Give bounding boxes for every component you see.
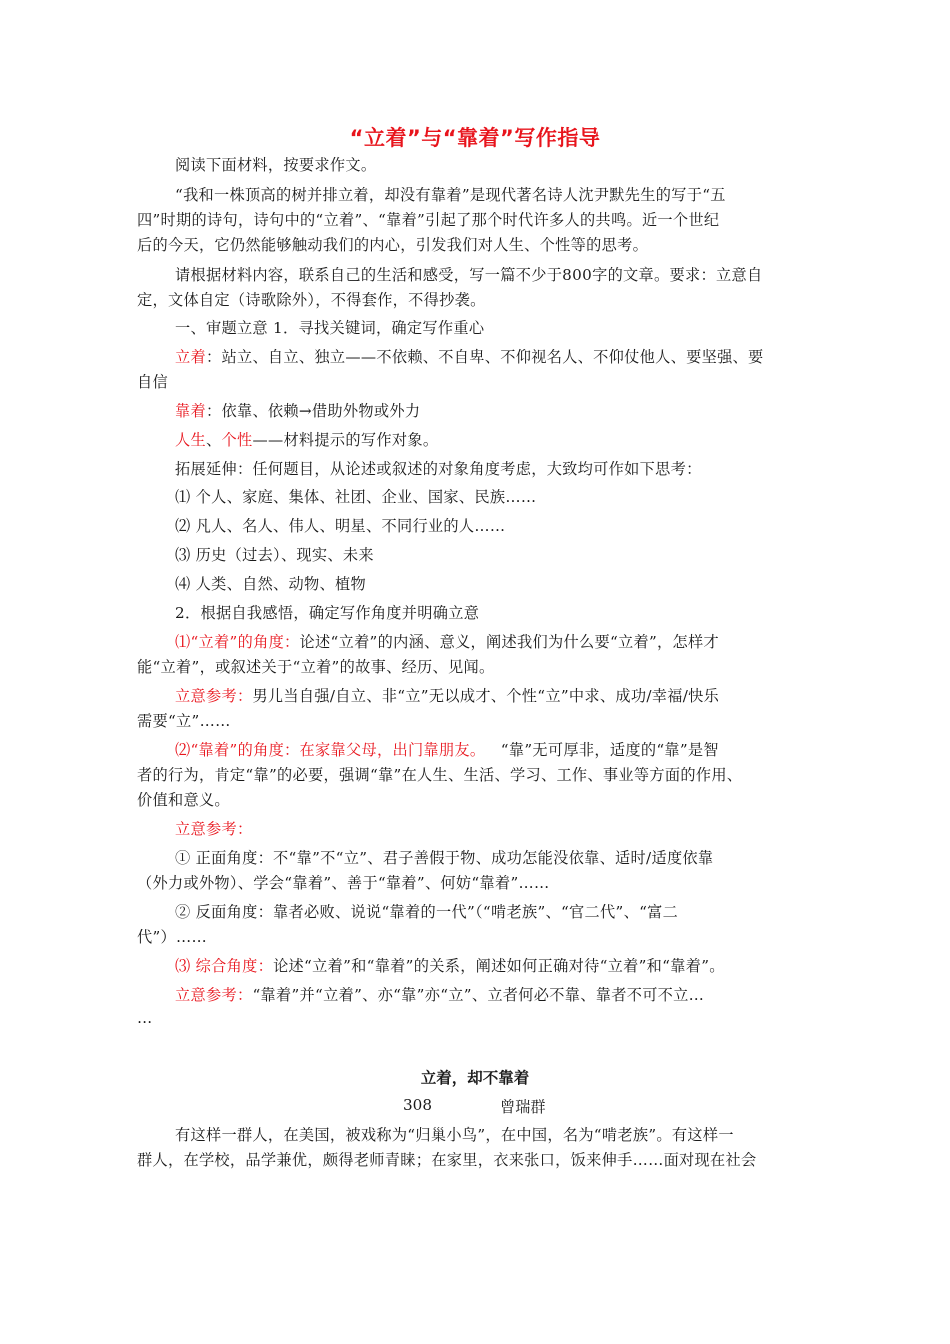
list-item: ⑷ 人类、自然、动物、植物 — [175, 575, 366, 593]
keyword-text: ——材料提示的写作对象。 — [252, 431, 439, 449]
material-line-2: 四”时期的诗句，诗句中的“立着”、“靠着”引起了那个时代许多人的共鸣。近一个世纪 — [137, 211, 720, 229]
negative-angle-cont: 代”）…… — [137, 928, 208, 946]
list-item: ⑶ 历史（过去）、现实、未来 — [175, 546, 374, 564]
reference-2-label: 立意参考： — [175, 820, 253, 838]
list-item: ⑵ 凡人、名人、伟人、明星、不同行业的人…… — [175, 517, 506, 535]
reference-text: 男儿当自强/自立、非“立”无以成才、个性“立”中求、成功/幸福/快乐 — [252, 687, 720, 705]
keyword-object-line — [175, 430, 438, 450]
keyword-label: 人生 — [175, 431, 206, 449]
essay-line-2: 群人，在学校，品学兼优，颇得老师青睐；在家里，衣来张口，饭来伸手……面对现在社会 — [137, 1151, 757, 1169]
requirement-line-2: 定，文体自定（诗歌除外），不得套作，不得抄袭。 — [137, 291, 486, 309]
angle-label: ⑴“立着”的角度： — [175, 633, 300, 651]
reference-label: 立意参考： — [175, 687, 253, 705]
reference-label: 立意参考： — [175, 986, 253, 1004]
combined-angle-line — [175, 956, 725, 976]
angle-kaozhe-cont-1: 者的行为，肯定“靠”的必要，强调“靠”在人生、生活、学习、工作、事业等方面的作用、 — [137, 766, 743, 784]
extension-line: 拓展延伸：任何题目，从论述或叙述的对象角度考虑，大致均可作如下思考： — [175, 460, 702, 478]
angle-lizhe-line — [175, 632, 719, 652]
keyword-text: ：站立、自立、独立——不依赖、不自卑、不仰视名人、不仰仗他人、要坚强、要 — [205, 348, 764, 366]
keyword-label: 靠着 — [175, 402, 206, 420]
list-item: ⑴ 个人、家庭、集体、社团、企业、国家、民族…… — [175, 488, 537, 506]
essay-author: 曾瑞群 — [500, 1098, 546, 1116]
reference-3-cont: … — [137, 1009, 153, 1027]
material-line-1: “我和一株顶高的树并排立着，却没有靠着”是现代著名诗人沈尹默先生的写于“五 — [175, 186, 726, 204]
essay-title: 立着，却不靠着 — [420, 1069, 530, 1087]
keyword-kaozhe-line — [175, 401, 420, 421]
material-line-3: 后的今天，它仍然能够触动我们的内心，引发我们对人生、个性等的思考。 — [137, 236, 649, 254]
section-heading-2: 2．根据自我感悟，确定写作角度并明确立意 — [175, 604, 480, 622]
keyword-label: 立着 — [175, 348, 206, 366]
keyword-separator: 、 — [205, 431, 222, 449]
negative-angle-line: ② 反面角度：靠者必败、说说“靠着的一代”（“啃老族”、“官二代”、“富二 — [175, 903, 679, 921]
requirement-line-1: 请根据材料内容，联系自己的生活和感受，写一篇不少于800字的文章。要求：立意自 — [175, 266, 763, 284]
angle-kaozhe-cont-2: 价值和意义。 — [137, 791, 230, 809]
keyword-text: ：依靠、依赖→借助外物或外力 — [205, 402, 421, 420]
intro-instruction: 阅读下面材料，按要求作文。 — [175, 156, 377, 174]
reference-3-line — [175, 985, 704, 1005]
angle-lizhe-cont: 能“立着”，或叙述关于“立着”的故事、经历、见闻。 — [137, 658, 495, 676]
section-heading-1: 一、审题立意 1．寻找关键词，确定写作重心 — [175, 319, 485, 337]
keyword-lizhe-cont: 自信 — [137, 373, 168, 391]
essay-number: 308 — [403, 1096, 432, 1114]
reference-text: “靠着”并“立着”、亦“靠”亦“立”、立者何必不靠、靠者不可不立… — [252, 986, 705, 1004]
reference-1-cont: 需要“立”…… — [137, 712, 231, 730]
angle-label: ⑵“靠着”的角度：在家靠父母，出门靠朋友。 — [175, 741, 486, 759]
reference-1-line — [175, 686, 719, 706]
positive-angle-cont: （外力或外物）、学会“靠着”、善于“靠着”、何妨“靠着”…… — [137, 874, 550, 892]
page-title: “立着”与“靠着”写作指导 — [349, 126, 601, 150]
essay-line-1: 有这样一群人，在美国，被戏称为“归巢小鸟”，在中国，名为“啃老族”。有这样一 — [175, 1126, 734, 1144]
positive-angle-line: ① 正面角度：不“靠”不“立”、君子善假于物、成功怎能没依靠、适时/适度依靠 — [175, 849, 714, 867]
angle-label: ⑶ 综合角度： — [175, 957, 274, 975]
angle-kaozhe-line — [175, 740, 719, 760]
keyword-label: 个性 — [221, 431, 253, 449]
keyword-lizhe-line — [175, 347, 764, 367]
angle-text: “靠”无可厚非，适度的“靠”是智 — [500, 741, 719, 759]
angle-text: 论述“立着”的内涵、意义，阐述我们为什么要“立着”，怎样才 — [299, 633, 719, 651]
angle-text: 论述“立着”和“靠着”的关系，阐述如何正确对待“立着”和“靠着”。 — [273, 957, 725, 975]
